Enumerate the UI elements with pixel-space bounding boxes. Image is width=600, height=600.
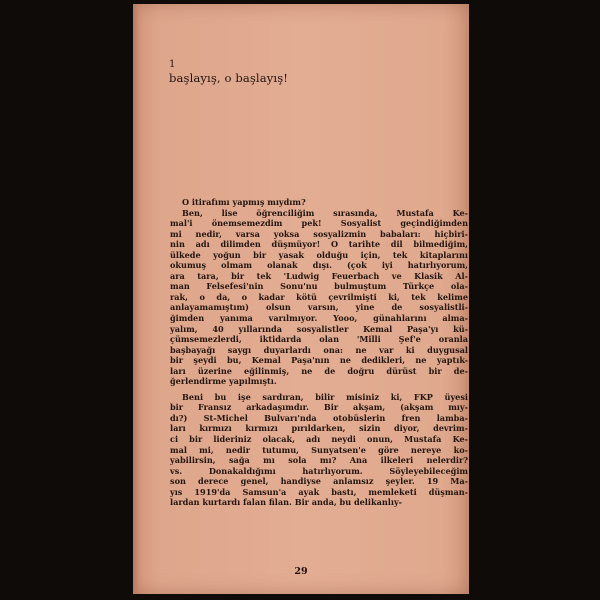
text-line: ları üzerine eğilinmiş, ne de doğru dürüst bir de-	[170, 365, 468, 376]
text-line: okumuş olmam olanak dışı. (çok iyi hatırlıyorum,	[170, 260, 468, 271]
page-number: 29	[294, 566, 308, 577]
paragraph	[170, 197, 468, 208]
text-line: mal mi, nedir tutumu, Sunyatsen'e göre nereye ko-	[170, 444, 468, 455]
text-line: rak, o da, o kadar kötü çevrilmişti ki, tek kelime	[170, 291, 468, 302]
chapter-title: başlayış, o başlayış!	[169, 71, 289, 85]
text-line: son derece genel, handiyse anlamsız şeyler. 19 Ma-	[170, 476, 468, 487]
text-line: dı?) St-Michel Bulvarı'nda otobüslerin fren lamba-	[170, 412, 468, 423]
paragraph	[170, 208, 468, 387]
text-line: O itirafımı yapmış mıydım?	[182, 197, 306, 207]
text-line: başbayağı saygı duyarlardı ona: ne var ki duygusal	[170, 344, 468, 355]
chapter-number: 1	[169, 59, 176, 70]
text-line: man Felsefesi'nin Sonu'nu bulmuştum Türkçe ola-	[170, 281, 468, 292]
text-line: Beni bu işe sardıran, bilir misiniz ki, FKP üyesi	[182, 391, 468, 402]
text-line: ülkede yoğun bir yasak olduğu için, tek kitaplarını	[170, 249, 468, 260]
text-line: ara tara, bir tek 'Ludwig Feuerbach ve Klasik Al-	[170, 270, 468, 281]
text-line: anlayamamıştım) olsun varsın, yine de sosyalistli-	[170, 302, 468, 313]
paragraph	[170, 392, 468, 508]
text-line: nin adı dilimden düşmüyor! O tarihte dil bilmediğim,	[170, 239, 468, 250]
text-line: bir Fransız arkadaşımdır. Bir akşam, (akşam mıy-	[170, 402, 468, 413]
text-line: yıs 1919'da Samsun'a ayak bastı, memleketi düşman-	[170, 486, 468, 497]
text-line: mi nedir, varsa yoksa sosyalizmin babaları: hiçbiri-	[170, 228, 468, 239]
text-line: yalım, 40 yıllarında sosyalistler Kemal Paşa'yı kü-	[170, 323, 468, 334]
text-line: ları kırmızı kırmızı pırıldarken, sizin diyor, devrim-	[170, 423, 468, 434]
body-text	[170, 197, 468, 508]
text-line: vs. Donakaldığımı hatırlıyorum. Söyleyebileceğim	[170, 465, 468, 476]
text-line: çümsemezlerdi, iktidarda olan 'Milli Şef'e oranla	[170, 334, 468, 345]
text-line: Ben, lise öğrenciliğim sırasında, Mustafa Ke-	[182, 207, 468, 218]
text-line: mal'i önemsemezdim pek! Sosyalist geçindiğimden	[170, 218, 468, 229]
text-line: bir şeydi bu, Kemal Paşa'nın ne dedikleri, ne yaptık-	[170, 355, 468, 366]
text-line: ğimden yanıma varılmıyor. Yooo, günahlarını alma-	[170, 313, 468, 324]
text-line: yabilirsin, sağa mı sola mı? Ana ilkeleri nelerdir?	[170, 455, 468, 466]
book-page	[133, 4, 469, 594]
text-line: ğerlendirme yapılmıştı.	[170, 376, 277, 387]
text-line: ci bir lideriniz olacak, adı neydi onun, Mustafa Ke-	[170, 434, 468, 445]
text-line: lardan kurtardı falan filan. Bir anda, bu delikanlıy-	[170, 497, 403, 508]
